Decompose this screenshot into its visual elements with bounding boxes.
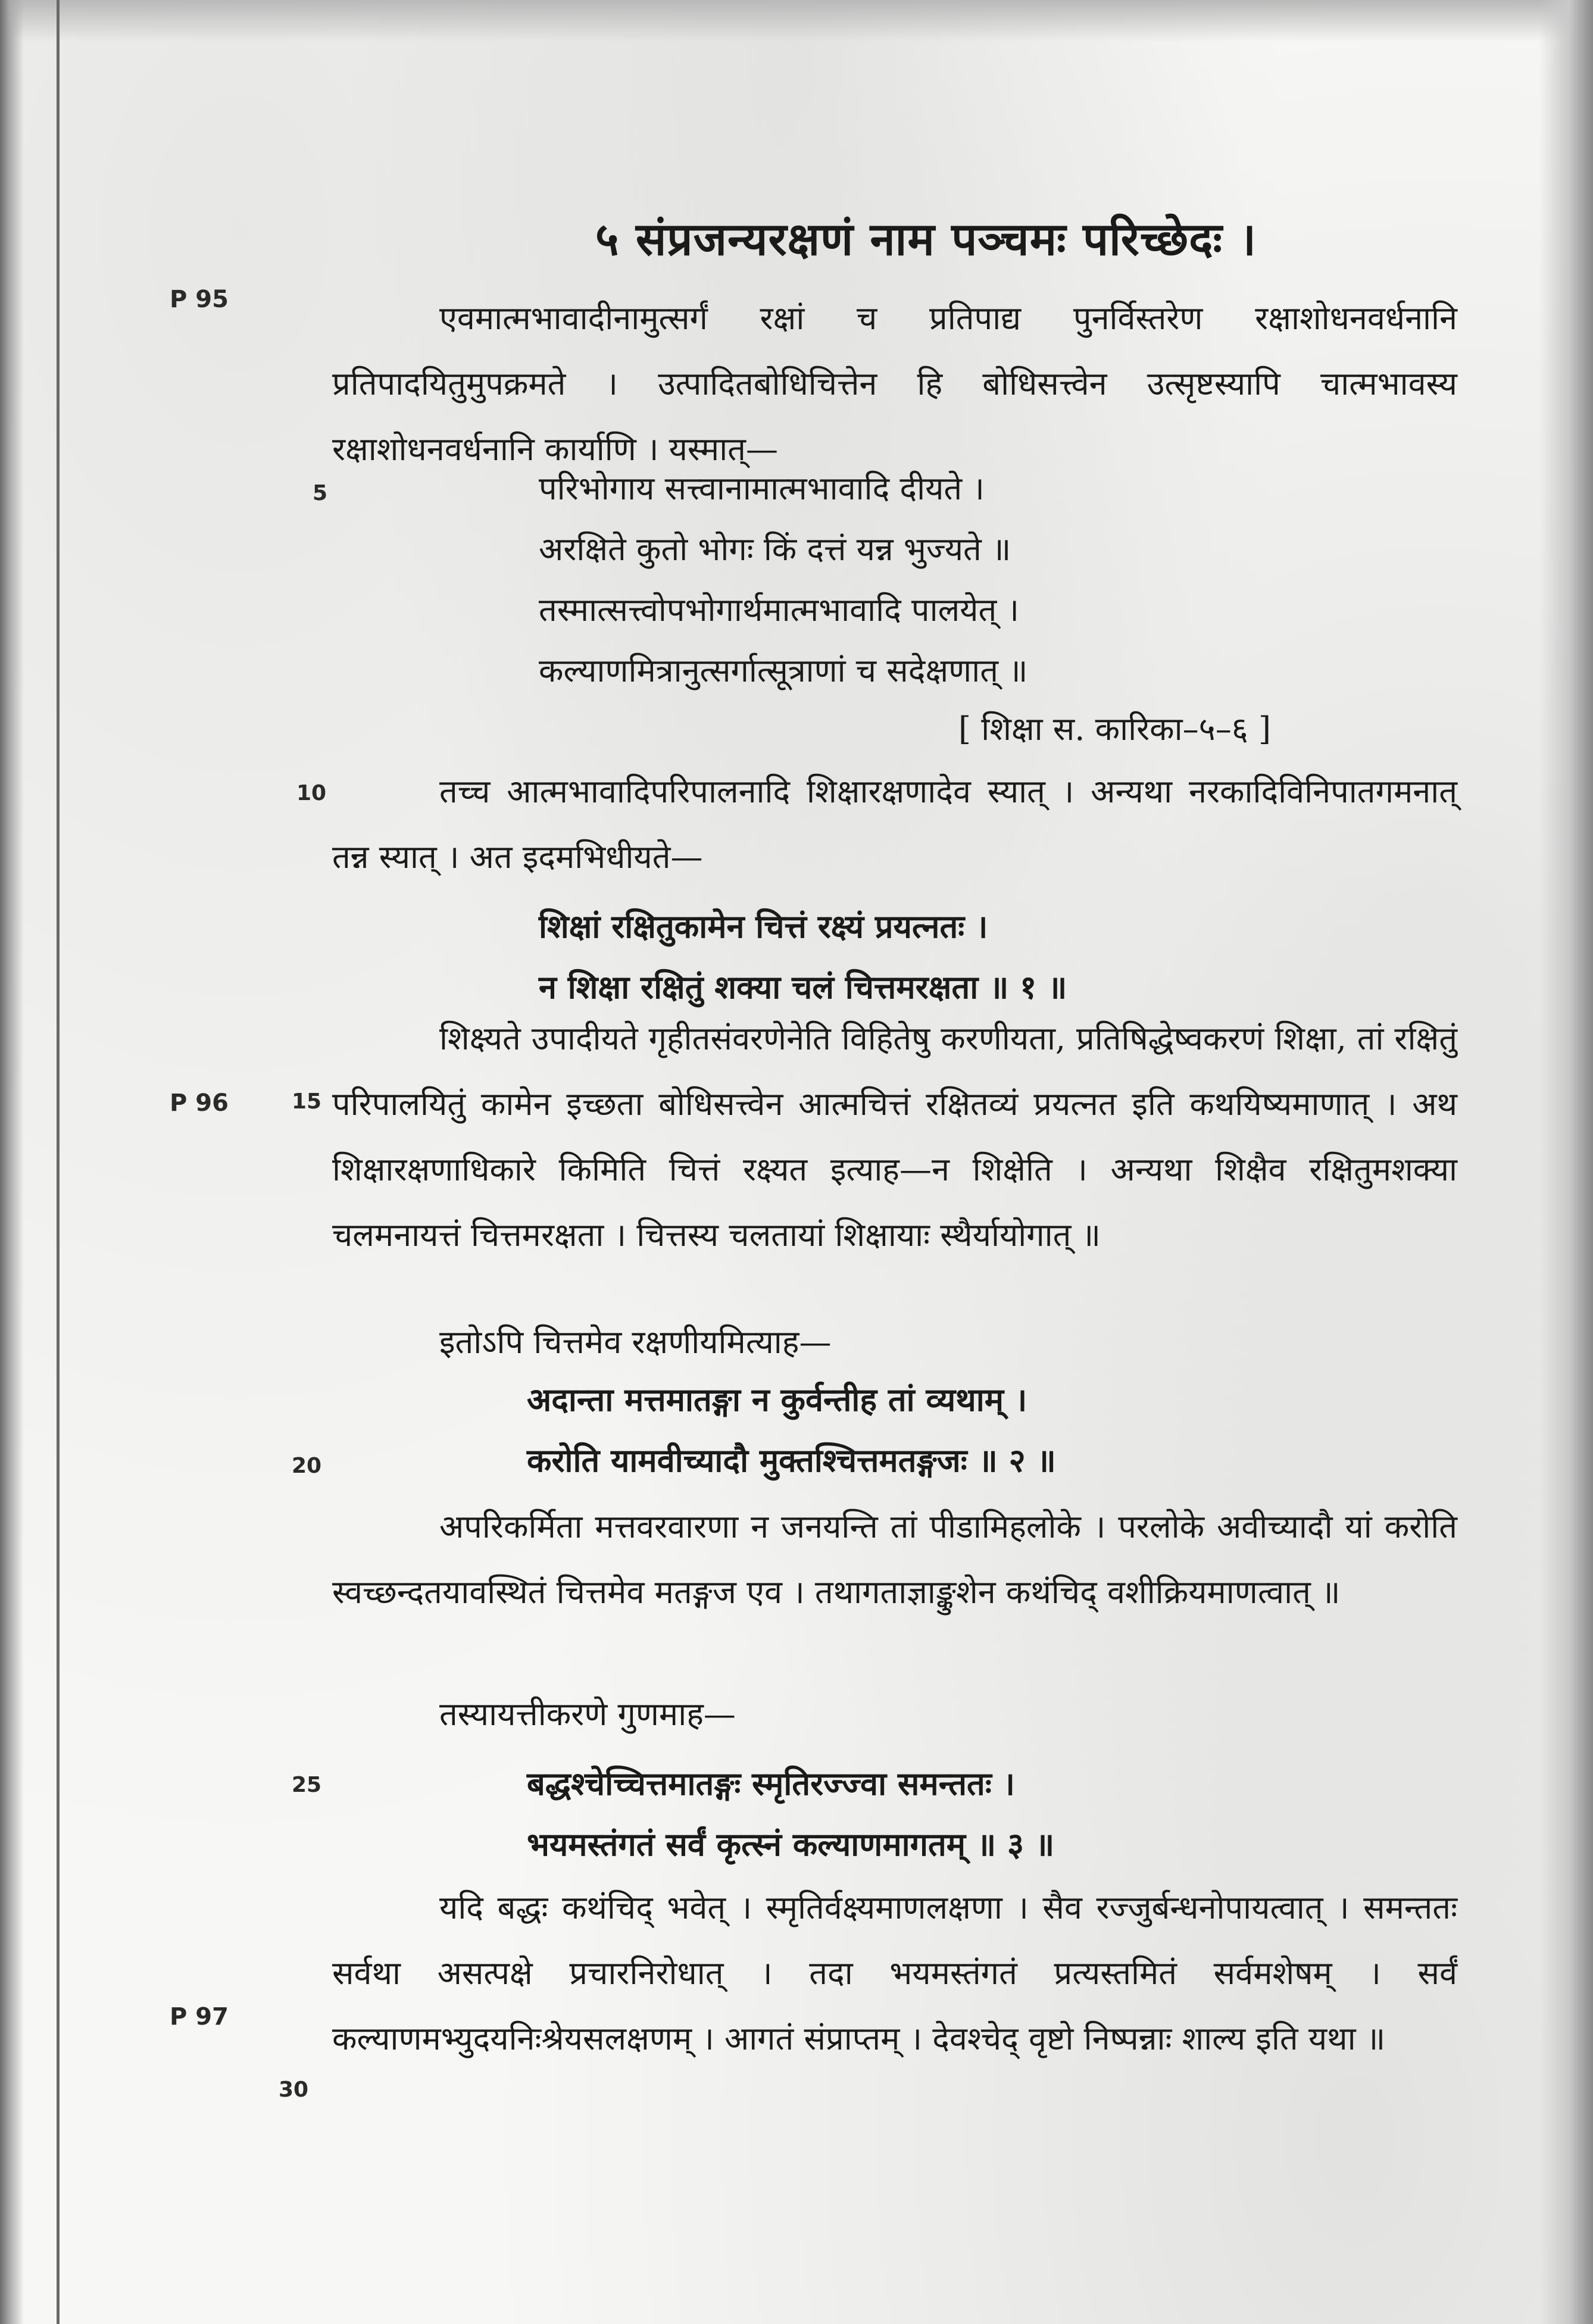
- verse-block-1: [539, 458, 1027, 701]
- page-top-shadow: [0, 0, 1593, 42]
- commentary-text: एवमात्मभावादीनामुत्सर्गं रक्षां च प्रतिपाद्य पुनर्विस्तरेण रक्षाशोधनवर्धनानि प्रतिपादयितुमुपक्रमते । उत्पादितबोधिचित्तेन हि बोधिसत्त्वेन उत्सृष्टस्यापि चात्मभावस्य रक्षाशोधनवर्धनानि कार्याणि । यस्मात्—: [332, 299, 1457, 468]
- commentary-paragraph-1: [332, 286, 1457, 482]
- line-number-5: 5: [313, 481, 328, 505]
- verse-line: बद्धश्चेच्चित्तमातङ्गः स्मृतिरज्ज्वा समन्ततः ।: [527, 1764, 1016, 1803]
- page-binding-line: [57, 0, 60, 2324]
- commentary-text: तच्च आत्मभावादिपरिपालनादि शिक्षारक्षणादेव स्यात् । अन्यथा नरकादिविनिपातगमनात् तन्न स्यात् । अत इदमभिधीयते—: [332, 773, 1457, 876]
- line-number-10: 10: [296, 781, 327, 805]
- commentary-intro-2: [332, 1310, 1457, 1375]
- verse-line: कल्याणमित्रानुत्सर्गात्सूत्राणां च सदेक्षणात् ॥: [539, 652, 1028, 689]
- commentary-text: अपरिकर्मिता मत्तवरवारणा न जनयन्ति तां पीडामिहलोके । परलोके अवीच्यादौ यां करोति स्वच्छन्दतयावस्थितं चित्तमेव मतङ्गज एव । तथागताज्ञाङ्कुशेन कथंचिद् वशीक्रियमाणत्वात् ॥: [332, 1508, 1457, 1611]
- verse-line: भयमस्तंगतं सर्वं कृत्स्नं कल्याणमागतम् ॥ ३ ॥: [527, 1825, 1055, 1863]
- margin-ref-p95: P 95: [170, 286, 229, 313]
- verse-block-karika-1: [539, 896, 1067, 1017]
- page-left-shadow: [0, 0, 24, 2324]
- verse-line: अरक्षिते कुतो भोगः किं दत्तं यन्न भुज्यते ॥: [539, 530, 1011, 568]
- line-number-20: 20: [292, 1454, 322, 1478]
- commentary-paragraph-5: [332, 1875, 1457, 2072]
- verse-line: न शिक्षा रक्षितुं शक्या चलं चित्तमरक्षता ॥ १ ॥: [539, 968, 1067, 1006]
- line-number-30: 30: [279, 2078, 309, 2102]
- chapter-heading: ५ संप्रजन्यरक्षणं नाम पञ्चमः परिच्छेदः ।: [595, 213, 1257, 265]
- commentary-intro-3: [332, 1682, 1457, 1747]
- verse-line: अदान्ता मत्तमातङ्गा न कुर्वन्तीह तां व्यथाम् ।: [527, 1380, 1027, 1419]
- commentary-paragraph-2: [332, 759, 1457, 890]
- commentary-paragraph-3: [332, 1006, 1457, 1268]
- margin-ref-p96: P 96: [170, 1089, 229, 1117]
- commentary-text: शिक्ष्यते उपादीयते गृहीतसंवरणेनेति विहितेषु करणीयता, प्रतिषिद्धेष्वकरणं शिक्षा, तां रक्षितुं परिपालयितुं कामेन इच्छता बोधिसत्त्वेन आत्मचित्तं रक्षितव्यं प्रयत्नत इति कथयिष्यमाणात् । अथ शिक्षारक्षणाधिकारे किमिति चित्तं रक्ष्यत इत्याह—न शिक्षेति । अन्यथा शिक्षैव रक्षितुमशक्या चलमनायत्तं चित्तमरक्षता । चित्तस्य चलतायां शिक्षायाः स्थैर्यायोगात् ॥: [332, 1020, 1457, 1254]
- page-right-shadow: [1539, 0, 1593, 2324]
- commentary-paragraph-4: [332, 1494, 1457, 1625]
- commentary-text: तस्यायत्तीकरणे गुणमाह—: [439, 1695, 736, 1733]
- verse-line: शिक्षां रक्षितुकामेन चित्तं रक्ष्यं प्रयत्नतः ।: [539, 907, 988, 945]
- source-reference: [ शिक्षा स. कारिका–५–६ ]: [958, 710, 1272, 748]
- line-number-25: 25: [292, 1773, 322, 1797]
- line-number-15: 15: [292, 1089, 322, 1114]
- verse-block-karika-2: [527, 1369, 1056, 1491]
- verse-line: करोति यामवीच्यादौ मुक्तश्चित्तमतङ्गजः ॥ २ ॥: [527, 1441, 1056, 1479]
- verse-block-karika-3: [527, 1753, 1054, 1875]
- verse-line: तस्मात्सत्त्वोपभोगार्थमात्मभावादि पालयेत् ।: [539, 591, 1019, 629]
- verse-line: परिभोगाय सत्त्वानामात्मभावादि दीयते ।: [539, 470, 985, 507]
- commentary-text: इतोऽपि चित्तमेव रक्षणीयमित्याह—: [439, 1323, 832, 1361]
- commentary-text: यदि बद्धः कथंचिद् भवेत् । स्मृतिर्वक्ष्यमाणलक्षणा । सैव रज्जुर्बन्धनोपायत्वात् । समन्ततः सर्वथा असत्पक्षे प्रचारनिरोधात् । तदा भयमस्तंगतं प्रत्यस्तमितं सर्वमशेषम् । सर्वं कल्याणमभ्युदयनिःश्रेयसलक्षणम् । आगतं संप्राप्तम् । देवश्चेद् वृष्टो निष्पन्नाः शाल्य इति यथा ॥: [332, 1889, 1457, 2057]
- margin-ref-p97: P 97: [170, 2003, 229, 2031]
